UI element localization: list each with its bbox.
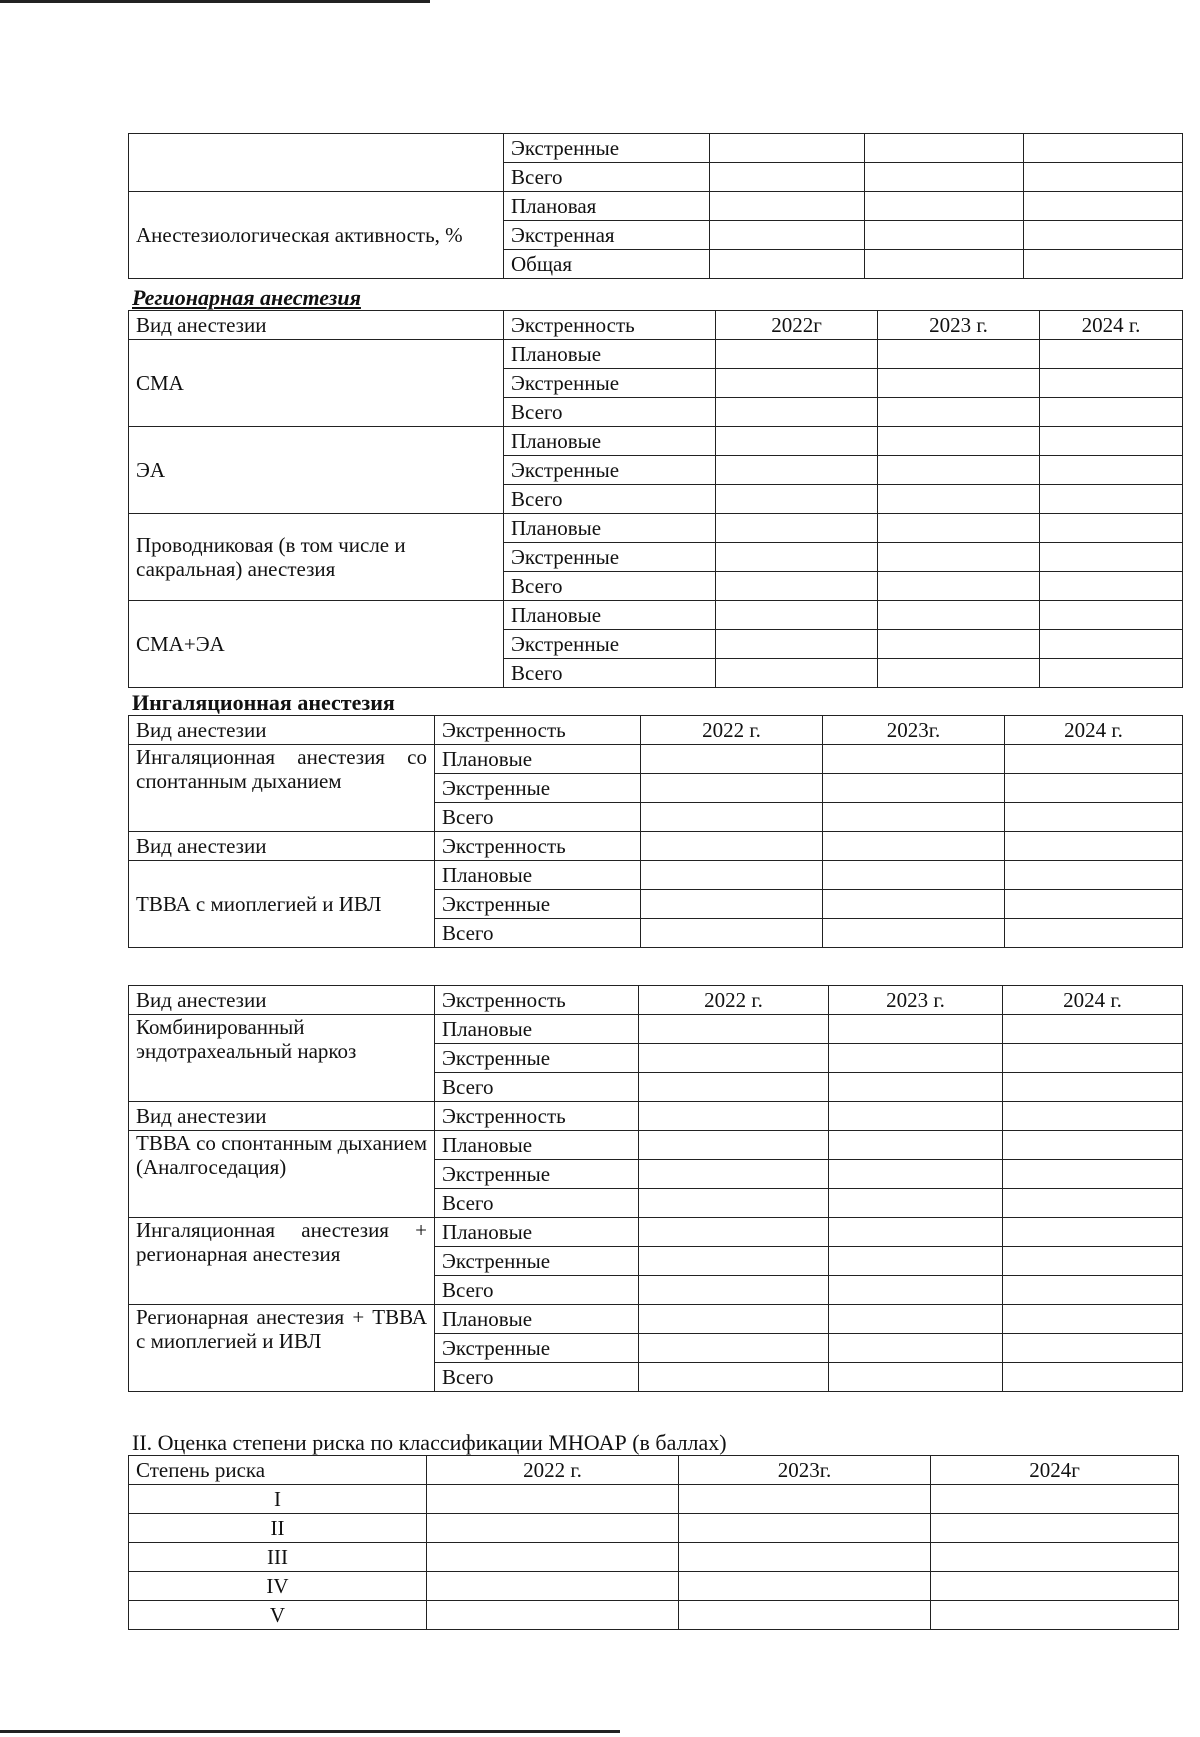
- risk-table: [128, 1455, 1179, 1630]
- urgency-cell: Плановые: [435, 1131, 639, 1160]
- empty-data-cell: [823, 774, 1005, 803]
- table-row: [129, 745, 1183, 774]
- activity-label: Анестезиологическая активность, %: [129, 192, 504, 279]
- table-row: [129, 134, 1183, 163]
- empty-data-cell: [679, 1485, 931, 1514]
- table-row: [129, 1218, 1183, 1247]
- empty-data-cell: [878, 601, 1040, 630]
- empty-data-cell: [716, 572, 878, 601]
- empty-data-cell: [829, 1276, 1003, 1305]
- urgency-cell: Экстренные: [504, 630, 716, 659]
- empty-data-cell: [639, 1276, 829, 1305]
- empty-data-cell: [716, 398, 878, 427]
- header-cell: Экстренность: [435, 716, 641, 745]
- header-cell: 2022г: [716, 311, 878, 340]
- header-cell: 2024 г.: [1003, 986, 1183, 1015]
- empty-data-cell: [1005, 745, 1183, 774]
- empty-data-cell: [829, 1334, 1003, 1363]
- table-row: [129, 861, 1183, 890]
- empty-data-cell: [639, 1160, 829, 1189]
- empty-data-cell: [1005, 803, 1183, 832]
- empty-data-cell: [878, 456, 1040, 485]
- empty-data-cell: [1024, 221, 1183, 250]
- group-label: ТВВА со спонтанным дыханием (Аналгоседация): [129, 1131, 435, 1218]
- table-row: [129, 1485, 1179, 1514]
- empty-data-cell: [639, 1015, 829, 1044]
- empty-data-cell: [639, 1247, 829, 1276]
- empty-data-cell: [710, 192, 865, 221]
- inhalation-table: [128, 715, 1183, 948]
- header-cell: Степень риска: [129, 1456, 427, 1485]
- empty-data-cell: [1040, 601, 1183, 630]
- urgency-cell: Всего: [435, 803, 641, 832]
- empty-data-cell: [878, 340, 1040, 369]
- empty-label-cell: [129, 134, 504, 192]
- table-header-row: [129, 311, 1183, 340]
- urgency-cell: Экстренные: [435, 774, 641, 803]
- urgency-cell: Всего: [435, 1276, 639, 1305]
- combined-table: [128, 985, 1183, 1392]
- table-header-row: [129, 986, 1183, 1015]
- header-cell: 2022 г.: [427, 1456, 679, 1485]
- table-row: [129, 1601, 1179, 1630]
- empty-data-cell: [679, 1543, 931, 1572]
- empty-data-cell: [1024, 134, 1183, 163]
- header-cell: 2023 г.: [878, 311, 1040, 340]
- empty-data-cell: [716, 601, 878, 630]
- urgency-cell: Плановые: [435, 1305, 639, 1334]
- empty-data-cell: [1003, 1363, 1183, 1392]
- empty-data-cell: [641, 832, 823, 861]
- empty-data-cell: [829, 1189, 1003, 1218]
- empty-data-cell: [1003, 1218, 1183, 1247]
- empty-data-cell: [1005, 774, 1183, 803]
- urgency-cell: Всего: [504, 572, 716, 601]
- empty-data-cell: [1040, 369, 1183, 398]
- header-cell: Вид анестезии: [129, 716, 435, 745]
- empty-data-cell: [878, 514, 1040, 543]
- activity-cell: Плановая: [504, 192, 710, 221]
- urgency-cell: Экстренные: [504, 456, 716, 485]
- empty-data-cell: [1003, 1015, 1183, 1044]
- empty-data-cell: [823, 832, 1005, 861]
- urgency-cell: Экстренные: [435, 1334, 639, 1363]
- group-label: СМА: [129, 340, 504, 427]
- risk-level-cell: III: [129, 1543, 427, 1572]
- empty-data-cell: [427, 1514, 679, 1543]
- empty-data-cell: [1040, 398, 1183, 427]
- empty-data-cell: [829, 1247, 1003, 1276]
- empty-data-cell: [639, 1363, 829, 1392]
- group-label: Проводниковая (в том числе и сакральная) анестезия: [129, 514, 504, 601]
- table-row: [129, 1543, 1179, 1572]
- empty-data-cell: [829, 1073, 1003, 1102]
- empty-data-cell: [716, 369, 878, 398]
- empty-data-cell: [1040, 427, 1183, 456]
- urgency-cell: Плановые: [435, 861, 641, 890]
- regional-table: [128, 310, 1183, 688]
- table-combined: [128, 985, 1182, 1392]
- header-cell: Экстренность: [435, 986, 639, 1015]
- urgency-cell: Экстренные: [435, 1044, 639, 1073]
- empty-data-cell: [1040, 456, 1183, 485]
- table-subheader-row: [129, 1102, 1183, 1131]
- empty-data-cell: [639, 1218, 829, 1247]
- urgency-cell: Экстренные: [504, 543, 716, 572]
- top-edge-line: [0, 0, 430, 3]
- table-header-row: [129, 1456, 1179, 1485]
- empty-data-cell: [865, 163, 1024, 192]
- table-row: [129, 514, 1183, 543]
- empty-data-cell: [1003, 1073, 1183, 1102]
- empty-data-cell: [1024, 192, 1183, 221]
- empty-data-cell: [878, 427, 1040, 456]
- table-row: [129, 1305, 1183, 1334]
- empty-data-cell: [878, 369, 1040, 398]
- empty-data-cell: [679, 1514, 931, 1543]
- empty-data-cell: [639, 1305, 829, 1334]
- group-label: Ингаляционная анестезия + регионарная анестезия: [129, 1218, 435, 1305]
- empty-data-cell: [1003, 1247, 1183, 1276]
- risk-level-cell: II: [129, 1514, 427, 1543]
- header-cell: 2022 г.: [641, 716, 823, 745]
- empty-data-cell: [878, 572, 1040, 601]
- empty-data-cell: [829, 1160, 1003, 1189]
- urgency-cell: Всего: [435, 1189, 639, 1218]
- empty-data-cell: [865, 134, 1024, 163]
- risk-level-cell: V: [129, 1601, 427, 1630]
- empty-data-cell: [427, 1572, 679, 1601]
- empty-data-cell: [641, 745, 823, 774]
- empty-data-cell: [1005, 832, 1183, 861]
- empty-data-cell: [931, 1514, 1179, 1543]
- empty-data-cell: [878, 485, 1040, 514]
- activity-cell: Общая: [504, 250, 710, 279]
- subheader-cell: Экстренность: [435, 1102, 639, 1131]
- inhalation-caption: Ингаляционная анестезия: [132, 690, 395, 715]
- empty-data-cell: [639, 1189, 829, 1218]
- empty-data-cell: [1040, 543, 1183, 572]
- group-label: ТВВА с миоплегией и ИВЛ: [129, 861, 435, 948]
- empty-data-cell: [1005, 861, 1183, 890]
- table-row: [129, 1572, 1179, 1601]
- urgency-cell: Всего: [504, 485, 716, 514]
- urgency-cell: Плановые: [504, 340, 716, 369]
- urgency-cell: Всего: [504, 398, 716, 427]
- group-label: Комбинированный эндотрахеальный наркоз: [129, 1015, 435, 1102]
- empty-data-cell: [1040, 485, 1183, 514]
- empty-data-cell: [639, 1334, 829, 1363]
- header-cell: 2023 г.: [829, 986, 1003, 1015]
- subheader-cell: Экстренность: [435, 832, 641, 861]
- table-regional: [128, 310, 1182, 688]
- group-label: Ингаляционная анестезия со спонтанным дыханием: [129, 745, 435, 832]
- empty-data-cell: [716, 659, 878, 688]
- table-row: [129, 1514, 1179, 1543]
- empty-data-cell: [931, 1601, 1179, 1630]
- empty-data-cell: [427, 1543, 679, 1572]
- empty-data-cell: [1003, 1160, 1183, 1189]
- urgency-cell: Плановые: [435, 1218, 639, 1247]
- empty-data-cell: [823, 803, 1005, 832]
- header-cell: 2024г: [931, 1456, 1179, 1485]
- empty-data-cell: [641, 861, 823, 890]
- table-row: [129, 427, 1183, 456]
- risk-level-cell: I: [129, 1485, 427, 1514]
- activity-table: [128, 133, 1183, 279]
- urgency-cell: Плановые: [504, 601, 716, 630]
- urgency-cell: Экстренные: [435, 890, 641, 919]
- header-cell: 2022 г.: [639, 986, 829, 1015]
- empty-data-cell: [1005, 919, 1183, 948]
- empty-data-cell: [1003, 1044, 1183, 1073]
- empty-data-cell: [641, 774, 823, 803]
- empty-data-cell: [679, 1572, 931, 1601]
- empty-data-cell: [710, 250, 865, 279]
- empty-data-cell: [829, 1218, 1003, 1247]
- urgency-cell: Всего: [435, 1073, 639, 1102]
- empty-data-cell: [829, 1102, 1003, 1131]
- group-label: СМА+ЭА: [129, 601, 504, 688]
- urgency-cell: Всего: [504, 163, 710, 192]
- subheader-cell: Вид анестезии: [129, 832, 435, 861]
- empty-data-cell: [639, 1131, 829, 1160]
- urgency-cell: Всего: [504, 659, 716, 688]
- empty-data-cell: [641, 919, 823, 948]
- empty-data-cell: [710, 163, 865, 192]
- empty-data-cell: [823, 861, 1005, 890]
- empty-data-cell: [1003, 1305, 1183, 1334]
- urgency-cell: Плановые: [435, 1015, 639, 1044]
- empty-data-cell: [829, 1305, 1003, 1334]
- empty-data-cell: [865, 192, 1024, 221]
- empty-data-cell: [1003, 1102, 1183, 1131]
- empty-data-cell: [829, 1015, 1003, 1044]
- empty-data-cell: [716, 630, 878, 659]
- urgency-cell: Плановые: [504, 427, 716, 456]
- table-row: [129, 1131, 1183, 1160]
- empty-data-cell: [823, 919, 1005, 948]
- table-header-row: [129, 716, 1183, 745]
- urgency-cell: Всего: [435, 919, 641, 948]
- table-row: [129, 340, 1183, 369]
- empty-data-cell: [1003, 1334, 1183, 1363]
- bottom-edge-line: [0, 1730, 620, 1733]
- empty-data-cell: [1024, 163, 1183, 192]
- empty-data-cell: [639, 1044, 829, 1073]
- empty-data-cell: [878, 659, 1040, 688]
- urgency-cell: Всего: [435, 1363, 639, 1392]
- empty-data-cell: [829, 1363, 1003, 1392]
- table-row: [129, 601, 1183, 630]
- regional-caption: Регионарная анестезия: [132, 285, 361, 310]
- empty-data-cell: [865, 250, 1024, 279]
- header-cell: 2024 г.: [1040, 311, 1183, 340]
- empty-data-cell: [1005, 890, 1183, 919]
- empty-data-cell: [1003, 1276, 1183, 1305]
- header-cell: 2024 г.: [1005, 716, 1183, 745]
- risk-level-cell: IV: [129, 1572, 427, 1601]
- empty-data-cell: [1040, 630, 1183, 659]
- header-cell: 2023г.: [679, 1456, 931, 1485]
- empty-data-cell: [823, 890, 1005, 919]
- group-label: ЭА: [129, 427, 504, 514]
- empty-data-cell: [716, 456, 878, 485]
- subheader-cell: Вид анестезии: [129, 1102, 435, 1131]
- empty-data-cell: [716, 340, 878, 369]
- header-cell: Вид анестезии: [129, 311, 504, 340]
- empty-data-cell: [641, 890, 823, 919]
- empty-data-cell: [427, 1485, 679, 1514]
- empty-data-cell: [865, 221, 1024, 250]
- empty-data-cell: [823, 745, 1005, 774]
- empty-data-cell: [427, 1601, 679, 1630]
- urgency-cell: Плановые: [435, 745, 641, 774]
- empty-data-cell: [1040, 340, 1183, 369]
- urgency-cell: Плановые: [504, 514, 716, 543]
- empty-data-cell: [710, 221, 865, 250]
- empty-data-cell: [878, 630, 1040, 659]
- empty-data-cell: [878, 543, 1040, 572]
- empty-data-cell: [716, 543, 878, 572]
- urgency-cell: Экстренные: [504, 134, 710, 163]
- empty-data-cell: [716, 427, 878, 456]
- empty-data-cell: [931, 1485, 1179, 1514]
- activity-cell: Экстренная: [504, 221, 710, 250]
- empty-data-cell: [1003, 1189, 1183, 1218]
- empty-data-cell: [1040, 514, 1183, 543]
- empty-data-cell: [1024, 250, 1183, 279]
- empty-data-cell: [639, 1073, 829, 1102]
- table-activity: [128, 133, 1182, 279]
- risk-caption: II. Оценка степени риска по классификации МНОАР (в баллах): [132, 1430, 727, 1455]
- empty-data-cell: [1040, 572, 1183, 601]
- empty-data-cell: [710, 134, 865, 163]
- empty-data-cell: [639, 1102, 829, 1131]
- header-cell: Экстренность: [504, 311, 716, 340]
- header-cell: 2023г.: [823, 716, 1005, 745]
- table-row: [129, 192, 1183, 221]
- empty-data-cell: [829, 1131, 1003, 1160]
- table-subheader-row: [129, 832, 1183, 861]
- urgency-cell: Экстренные: [435, 1247, 639, 1276]
- empty-data-cell: [716, 514, 878, 543]
- urgency-cell: Экстренные: [435, 1160, 639, 1189]
- urgency-cell: Экстренные: [504, 369, 716, 398]
- empty-data-cell: [931, 1572, 1179, 1601]
- table-inhalation: [128, 715, 1182, 948]
- header-cell: Вид анестезии: [129, 986, 435, 1015]
- table-risk: [128, 1455, 1178, 1630]
- empty-data-cell: [641, 803, 823, 832]
- table-row: [129, 1015, 1183, 1044]
- empty-data-cell: [878, 398, 1040, 427]
- empty-data-cell: [1003, 1131, 1183, 1160]
- empty-data-cell: [1040, 659, 1183, 688]
- empty-data-cell: [829, 1044, 1003, 1073]
- empty-data-cell: [679, 1601, 931, 1630]
- empty-data-cell: [716, 485, 878, 514]
- group-label: Регионарная анестезия + ТВВА с миоплегией и ИВЛ: [129, 1305, 435, 1392]
- empty-data-cell: [931, 1543, 1179, 1572]
